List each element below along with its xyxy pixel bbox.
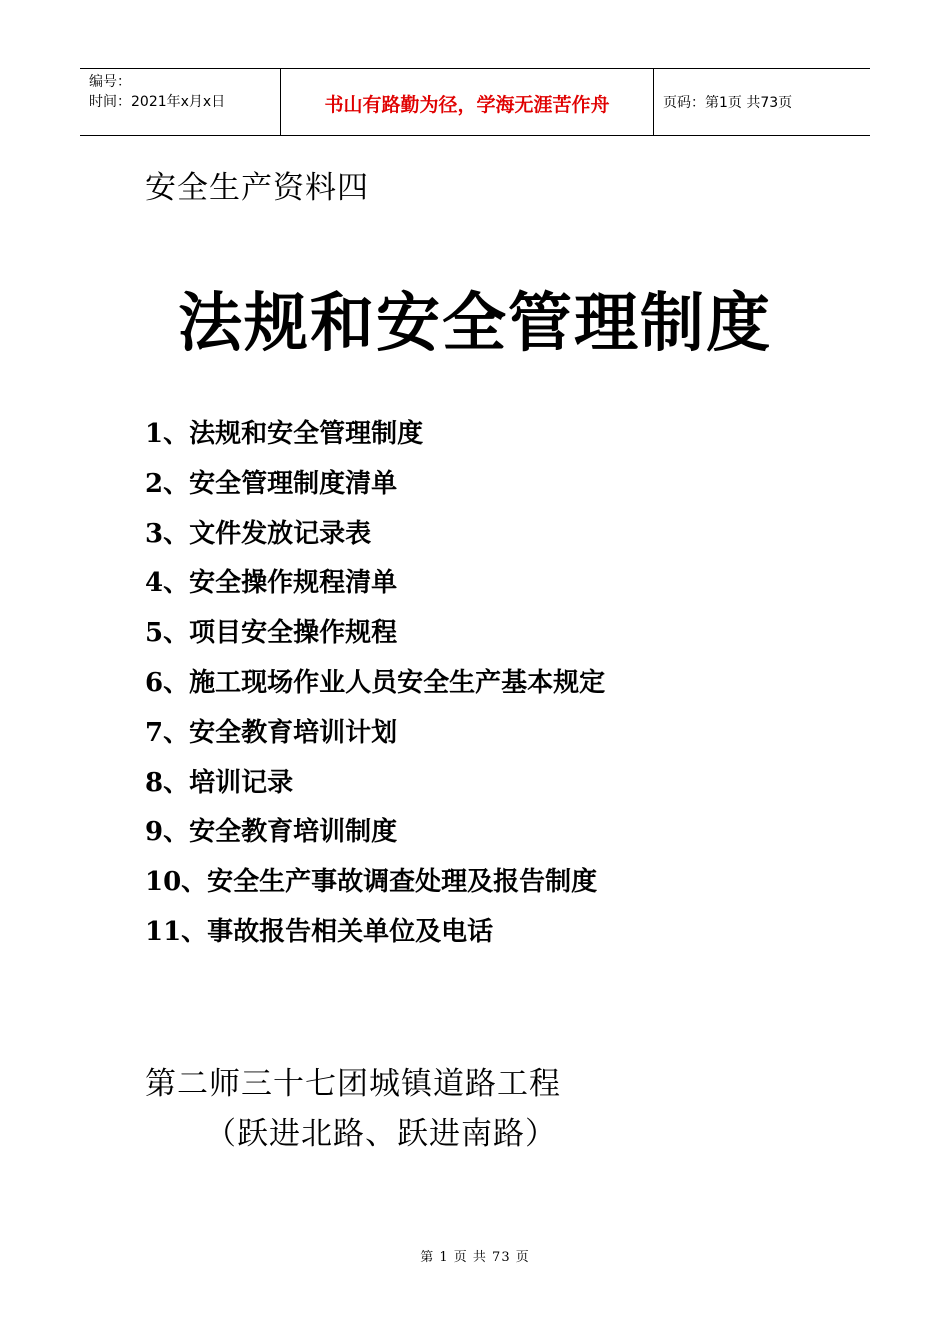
toc-item: 4、安全操作规程清单 — [145, 568, 398, 599]
toc-item: 5、项目安全操作规程 — [145, 618, 398, 649]
toc-item: 6、施工现场作业人员安全生产基本规定 — [145, 667, 606, 698]
page-title: 法规和安全管理制度 — [178, 286, 772, 361]
toc-item: 10、安全生产事故调查处理及报告制度 — [145, 867, 598, 898]
toc-item: 7、安全教育培训计划 — [145, 717, 398, 748]
header-motto-cell — [281, 69, 654, 135]
header-meta-cell — [80, 69, 281, 135]
date-line: 时间：2021年x月x日 — [89, 94, 226, 110]
table-of-contents — [145, 413, 605, 961]
document-header — [80, 68, 870, 136]
page-footer: 第 1 页 共 73 页 — [420, 1250, 530, 1265]
toc-item: 9、安全教育培训制度 — [145, 817, 398, 848]
toc-item: 1、法规和安全管理制度 — [145, 419, 424, 449]
toc-item: 11、事故报告相关单位及电话 — [145, 916, 494, 947]
motto-text: 书山有路勤为径，学海无涯苦作舟 — [324, 93, 610, 116]
header-page-cell — [654, 69, 870, 135]
project-title: 第二师三十七团城镇道路工程 — [145, 1066, 561, 1102]
page-info: 页码：第1页 共73页 — [663, 95, 793, 111]
serial-label: 编号： — [89, 74, 131, 90]
project-subtitle: （跃进北路、跃进南路） — [205, 1116, 557, 1152]
toc-item: 2、安全管理制度清单 — [145, 468, 398, 499]
toc-item: 3、文件发放记录表 — [145, 518, 372, 549]
toc-item: 8、培训记录 — [145, 767, 294, 798]
document-kicker: 安全生产资料四 — [145, 170, 369, 206]
